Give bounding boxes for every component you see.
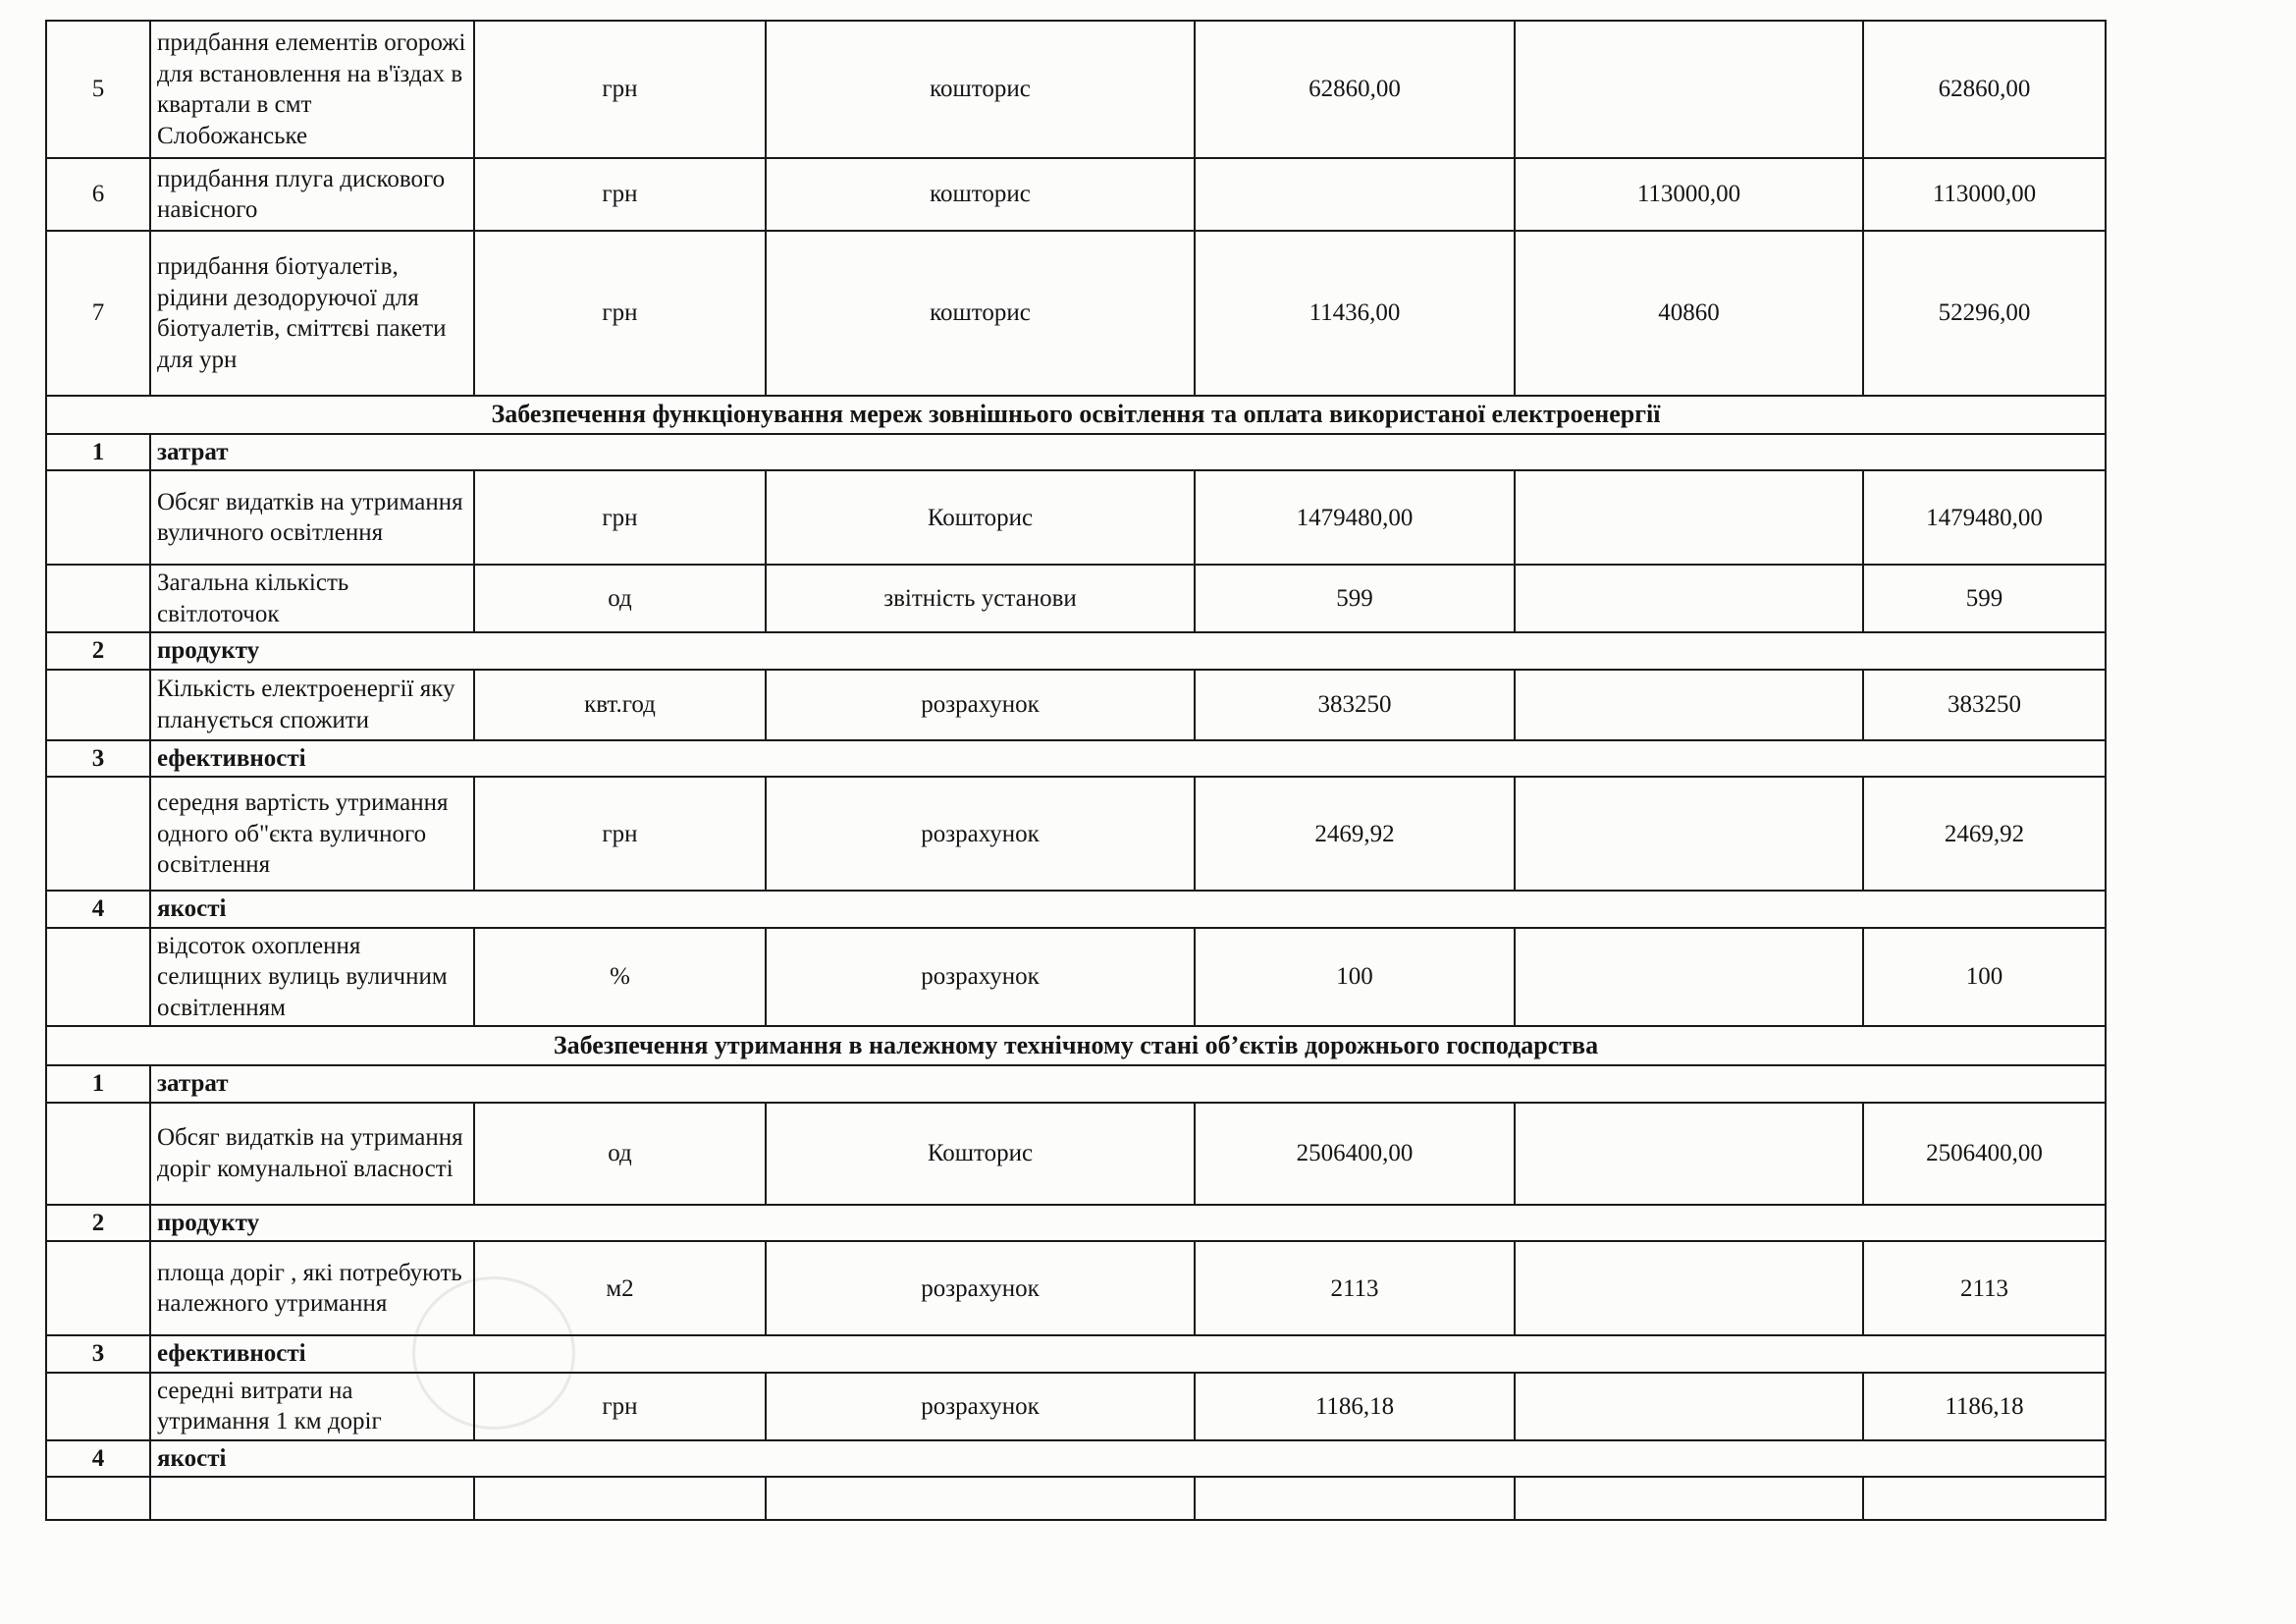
group-row [46, 1440, 2106, 1478]
special-fund-cell [1515, 1373, 1863, 1440]
table-row [46, 1477, 2106, 1520]
group-label: якості [150, 891, 2106, 928]
source-cell: кошторис [766, 231, 1195, 396]
empty-cell [46, 565, 150, 632]
empty-cell [46, 928, 150, 1027]
group-label: продукту [150, 1205, 2106, 1242]
total-cell: 383250 [1863, 670, 2106, 740]
indicator-name: Обсяг видатків на утримання вуличного освітлення [150, 470, 474, 565]
special-fund-cell [1515, 565, 1863, 632]
total-cell: 1479480,00 [1863, 470, 2106, 565]
group-number: 4 [46, 1440, 150, 1478]
total-cell: 113000,00 [1863, 158, 2106, 231]
unit-cell: од [474, 1103, 766, 1205]
group-number: 3 [46, 1335, 150, 1373]
empty-cell [46, 670, 150, 740]
table-row [46, 470, 2106, 565]
unit-cell: грн [474, 470, 766, 565]
source-cell: розрахунок [766, 928, 1195, 1027]
group-number: 1 [46, 1065, 150, 1103]
special-fund-cell [1515, 928, 1863, 1027]
source-cell: розрахунок [766, 1241, 1195, 1335]
unit-cell: грн [474, 21, 766, 158]
indicator-name: відсоток охоплення селищних вулиць вуличним освітленням [150, 928, 474, 1027]
group-number: 1 [46, 434, 150, 471]
group-row [46, 1335, 2106, 1373]
source-cell: розрахунок [766, 1373, 1195, 1440]
source-cell: Кошторис [766, 1103, 1195, 1205]
empty-cell [46, 1477, 150, 1520]
table-row [46, 565, 2106, 632]
group-label: затрат [150, 1065, 2106, 1103]
source-cell: Кошторис [766, 470, 1195, 565]
unit-cell: од [474, 565, 766, 632]
indicator-name: площа доріг , які потребують належного утримання [150, 1241, 474, 1335]
general-fund-cell: 1479480,00 [1195, 470, 1515, 565]
unit-cell: грн [474, 1373, 766, 1440]
indicator-name: середня вартість утримання одного об"єкта вуличного освітлення [150, 777, 474, 891]
indicator-name: придбання елементів огорожі для встановлення на в'їздах в квартали в смт Слобожанське [150, 21, 474, 158]
indicator-name: Кількість електроенергії яку планується спожити [150, 670, 474, 740]
row-number: 7 [46, 231, 150, 396]
row-number: 6 [46, 158, 150, 231]
group-label: ефективності [150, 740, 2106, 778]
empty-cell [150, 1477, 474, 1520]
total-cell: 2506400,00 [1863, 1103, 2106, 1205]
section-title-lighting: Забезпечення функціонування мереж зовнішнього освітлення та оплата використаної електроенергії [46, 396, 2106, 434]
group-number: 2 [46, 632, 150, 670]
special-fund-cell [1515, 777, 1863, 891]
special-fund-cell [1515, 670, 1863, 740]
general-fund-cell: 62860,00 [1195, 21, 1515, 158]
table-row [46, 777, 2106, 891]
special-fund-cell [1515, 470, 1863, 565]
general-fund-cell: 599 [1195, 565, 1515, 632]
empty-cell [1515, 1477, 1863, 1520]
group-label: затрат [150, 434, 2106, 471]
indicators-table-wrap [45, 20, 2105, 1521]
total-cell: 2469,92 [1863, 777, 2106, 891]
group-row [46, 1065, 2106, 1103]
table-row [46, 670, 2106, 740]
table-row [46, 158, 2106, 231]
empty-cell [1195, 1477, 1515, 1520]
empty-cell [46, 1373, 150, 1440]
section-title-roads: Забезпечення утримання в належному технічному стані об’єктів дорожнього господарства [46, 1026, 2106, 1065]
general-fund-cell: 383250 [1195, 670, 1515, 740]
empty-cell [1863, 1477, 2106, 1520]
group-row [46, 891, 2106, 928]
section-header-row [46, 396, 2106, 434]
special-fund-cell [1515, 21, 1863, 158]
table-row [46, 1373, 2106, 1440]
total-cell: 62860,00 [1863, 21, 2106, 158]
section-header-row [46, 1026, 2106, 1065]
group-row [46, 740, 2106, 778]
source-cell: розрахунок [766, 670, 1195, 740]
indicators-table [45, 20, 2107, 1521]
unit-cell: грн [474, 231, 766, 396]
group-label: продукту [150, 632, 2106, 670]
unit-cell: м2 [474, 1241, 766, 1335]
special-fund-cell: 113000,00 [1515, 158, 1863, 231]
general-fund-cell: 2113 [1195, 1241, 1515, 1335]
general-fund-cell: 2469,92 [1195, 777, 1515, 891]
source-cell: кошторис [766, 21, 1195, 158]
indicator-name: придбання плуга дискового навісного [150, 158, 474, 231]
general-fund-cell [1195, 158, 1515, 231]
unit-cell: грн [474, 777, 766, 891]
table-row [46, 928, 2106, 1027]
general-fund-cell: 11436,00 [1195, 231, 1515, 396]
total-cell: 52296,00 [1863, 231, 2106, 396]
general-fund-cell: 100 [1195, 928, 1515, 1027]
indicator-name: Загальна кількість світлоточок [150, 565, 474, 632]
indicator-name: Обсяг видатків на утримання доріг комунальної власності [150, 1103, 474, 1205]
special-fund-cell [1515, 1103, 1863, 1205]
group-row [46, 632, 2106, 670]
general-fund-cell: 2506400,00 [1195, 1103, 1515, 1205]
empty-cell [46, 777, 150, 891]
empty-cell [46, 1103, 150, 1205]
unit-cell: квт.год [474, 670, 766, 740]
group-row [46, 1205, 2106, 1242]
total-cell: 100 [1863, 928, 2106, 1027]
table-row [46, 1103, 2106, 1205]
source-cell: розрахунок [766, 777, 1195, 891]
group-label: якості [150, 1440, 2106, 1478]
group-number: 4 [46, 891, 150, 928]
table-row [46, 21, 2106, 158]
empty-cell [46, 470, 150, 565]
group-row [46, 434, 2106, 471]
total-cell: 1186,18 [1863, 1373, 2106, 1440]
indicator-name: придбання біотуалетів, рідини дезодоруючої для біотуалетів, сміттєві пакети для урн [150, 231, 474, 396]
empty-cell [474, 1477, 766, 1520]
special-fund-cell: 40860 [1515, 231, 1863, 396]
group-label: ефективності [150, 1335, 2106, 1373]
indicator-name: середні витрати на утримання 1 км доріг [150, 1373, 474, 1440]
table-row [46, 1241, 2106, 1335]
group-number: 3 [46, 740, 150, 778]
general-fund-cell: 1186,18 [1195, 1373, 1515, 1440]
empty-cell [46, 1241, 150, 1335]
total-cell: 2113 [1863, 1241, 2106, 1335]
empty-cell [766, 1477, 1195, 1520]
total-cell: 599 [1863, 565, 2106, 632]
unit-cell: % [474, 928, 766, 1027]
row-number: 5 [46, 21, 150, 158]
special-fund-cell [1515, 1241, 1863, 1335]
group-number: 2 [46, 1205, 150, 1242]
unit-cell: грн [474, 158, 766, 231]
source-cell: звітність установи [766, 565, 1195, 632]
source-cell: кошторис [766, 158, 1195, 231]
table-row [46, 231, 2106, 396]
